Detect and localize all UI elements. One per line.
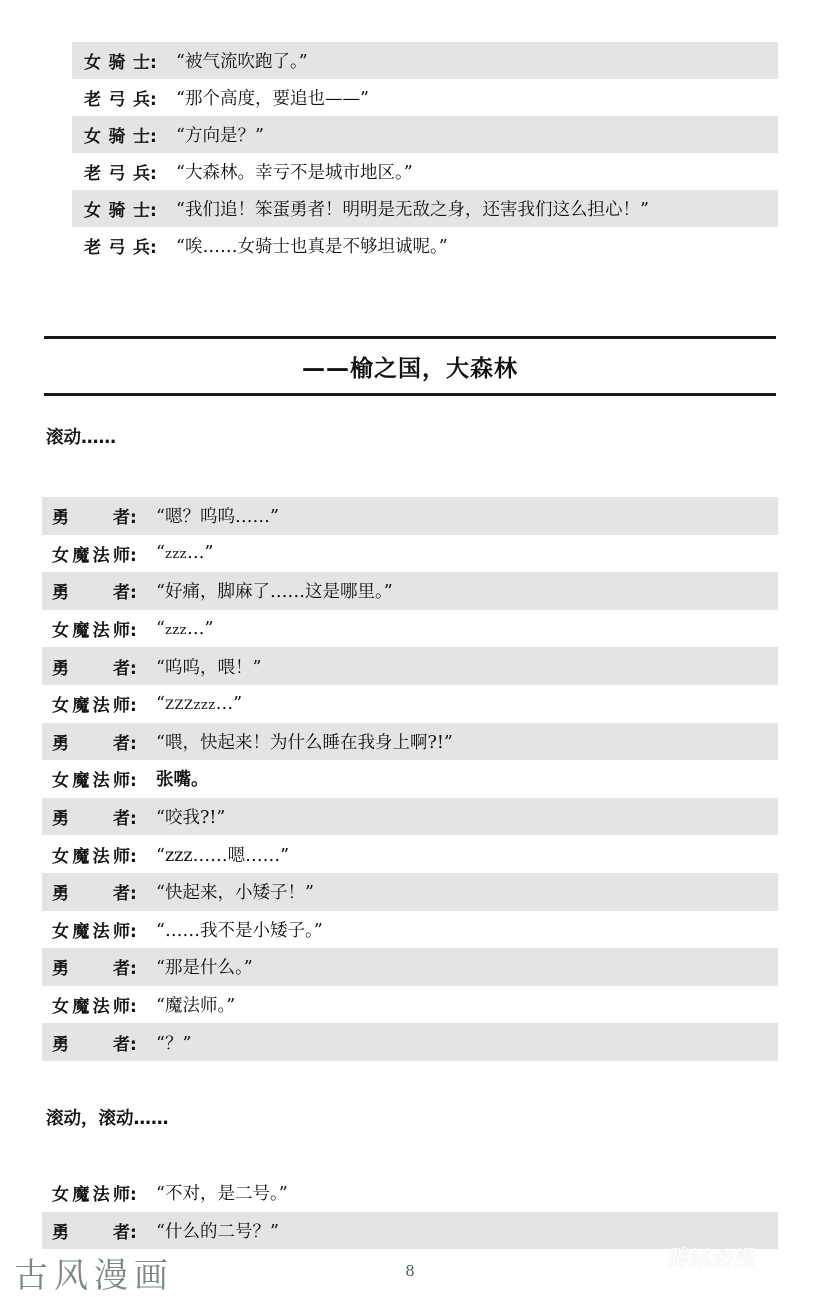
dialogue-row: [42, 497, 778, 535]
dialogue-row: [42, 986, 778, 1024]
speaker-name: 老弓兵:: [84, 90, 157, 110]
dialogue-line: “大森林。幸亏不是城市地区。”: [176, 163, 413, 183]
dialogue-line: “咬我?!”: [156, 808, 226, 829]
dialogue-row: [42, 948, 778, 986]
stage-direction-first: 滚动……: [46, 428, 116, 448]
speaker-name: 勇者:: [52, 733, 137, 754]
dialogue-row: [72, 79, 778, 116]
dialogue-line: “什么的二号？”: [156, 1221, 279, 1242]
dialogue-table-1: [72, 42, 778, 264]
page-number: 8: [405, 1262, 415, 1280]
section-heading: [44, 336, 776, 396]
speaker-name: 女魔法师:: [52, 621, 137, 642]
speaker-name: 女魔法师:: [52, 771, 137, 792]
dialogue-row: [42, 873, 778, 911]
speaker-name: 老弓兵:: [84, 164, 157, 184]
dialogue-row: [42, 610, 778, 648]
dialogue-line: “方向是？”: [176, 126, 264, 146]
dialogue-row: [42, 723, 778, 761]
dialogue-line: “不对，是二号。”: [156, 1184, 288, 1205]
speaker-name: 老弓兵:: [84, 238, 157, 258]
dialogue-line: “被气流吹跑了。”: [176, 52, 308, 72]
dialogue-line: “zzz…”: [156, 543, 214, 564]
speaker-name: 女骑士:: [84, 127, 157, 147]
speaker-name: 女骑士:: [84, 53, 157, 73]
dialogue-row: [42, 647, 778, 685]
dialogue-row: [42, 911, 778, 949]
dialogue-line: “魔法师。”: [156, 996, 236, 1017]
watermark-tencent-comics: 腾讯动漫: [665, 1246, 759, 1270]
dialogue-row: [42, 685, 778, 723]
speaker-name: 女魔法师:: [52, 1185, 137, 1206]
speaker-name: 女魔法师:: [52, 545, 137, 566]
speaker-name: 勇者:: [52, 809, 137, 830]
speaker-name: 女魔法师:: [52, 997, 137, 1018]
speaker-name: 勇者:: [52, 1034, 137, 1055]
dialogue-line: “？”: [156, 1033, 192, 1054]
dialogue-line: “唉……女骑士也真是不够坦诚呢。”: [176, 237, 448, 257]
speaker-name: 勇者:: [52, 658, 137, 679]
speaker-name: 勇者:: [52, 1222, 137, 1243]
dialogue-line: “ZZZzzz…”: [156, 693, 243, 714]
stage-direction-second: 滚动，滚动……: [46, 1109, 169, 1129]
dialogue-line: “那个高度，要追也——”: [176, 89, 369, 109]
speaker-name: 勇者:: [52, 884, 137, 905]
dialogue-line: “嗯？呜呜……”: [156, 507, 279, 528]
dialogue-row: [42, 835, 778, 873]
speaker-name: 女魔法师:: [52, 696, 137, 717]
dialogue-line: “好痛，脚麻了……这是哪里。”: [156, 582, 393, 603]
dialogue-row: [72, 190, 778, 227]
section-heading-title: ——榆之国，大森林: [302, 356, 518, 382]
dialogue-row: [42, 572, 778, 610]
speaker-name: 女魔法师:: [52, 921, 137, 942]
dialogue-line: “呜呜，喂！”: [156, 657, 262, 678]
speaker-name: 女骑士:: [84, 201, 157, 221]
speaker-name: 勇者:: [52, 508, 137, 529]
dialogue-row: [42, 760, 778, 798]
dialogue-line: “zzz…”: [156, 618, 214, 639]
dialogue-table-2: [42, 497, 778, 1061]
dialogue-row: [42, 1023, 778, 1061]
speaker-name: 勇者:: [52, 959, 137, 980]
dialogue-row: [42, 1212, 778, 1250]
speaker-name: 勇者:: [52, 583, 137, 604]
dialogue-line: “那是什么。”: [156, 958, 253, 979]
watermark-gufeng: 古风漫画: [14, 1256, 174, 1296]
dialogue-line: 张嘴。: [156, 770, 209, 791]
heading-rule-bottom: [44, 393, 776, 396]
speaker-name: 女魔法师:: [52, 846, 137, 867]
dialogue-row: [72, 227, 778, 264]
dialogue-row: [72, 42, 778, 79]
dialogue-line: “喂，快起来！为什么睡在我身上啊?!”: [156, 732, 453, 753]
dialogue-row: [72, 116, 778, 153]
dialogue-line: “快起来，小矮子！”: [156, 883, 314, 904]
dialogue-line: “zzz……嗯……”: [156, 845, 290, 866]
dialogue-line: “我们追！笨蛋勇者！明明是无敌之身，还害我们这么担心！”: [176, 200, 649, 220]
dialogue-row: [42, 798, 778, 836]
dialogue-row: [72, 153, 778, 190]
dialogue-line: “……我不是小矮子。”: [156, 920, 323, 941]
dialogue-row: [42, 1174, 778, 1212]
dialogue-row: [42, 535, 778, 573]
